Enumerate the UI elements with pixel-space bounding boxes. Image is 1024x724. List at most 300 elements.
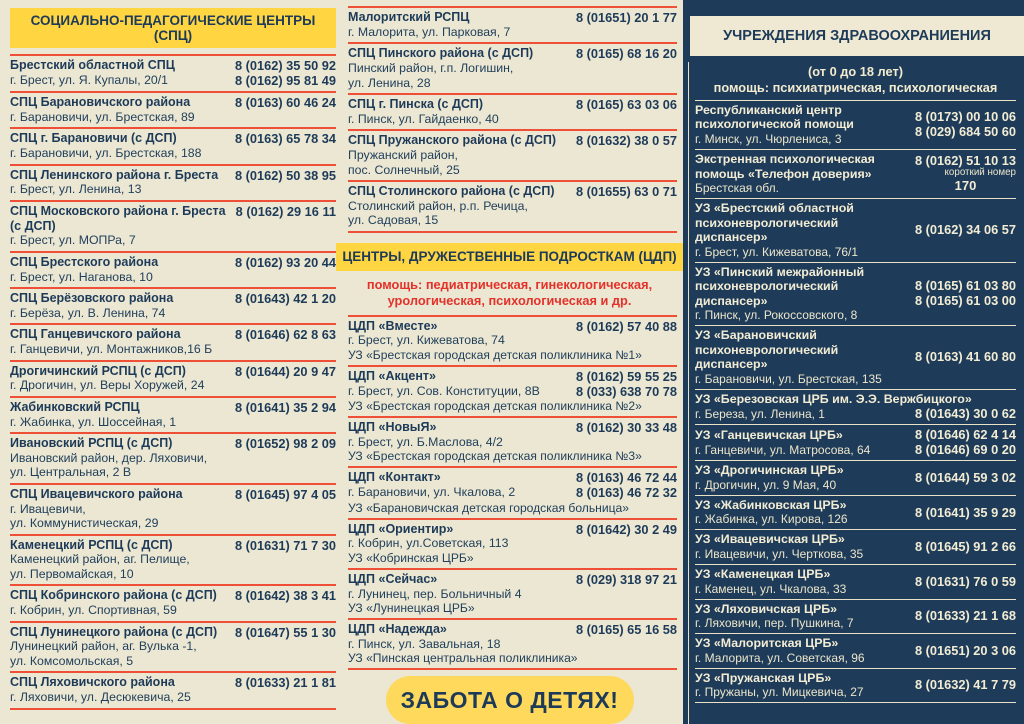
contact-address-line: г. Пинск, ул. Рокоссовского, 8 — [695, 308, 858, 323]
contact-entry-main — [348, 184, 576, 228]
contact-entry — [10, 91, 336, 127]
phone-number: 8 (0163) 65 78 34 — [234, 131, 336, 147]
healthcare-entry — [695, 529, 1016, 564]
contact-phones — [915, 222, 1016, 237]
healthcare-subtitle-line: (от 0 до 18 лет) — [808, 64, 903, 79]
contact-entry-row — [348, 420, 677, 449]
contact-entry — [348, 518, 677, 568]
contact-address-line: г. Пинск, ул. Завальная, 18 — [348, 636, 501, 651]
contact-entry-row — [348, 572, 677, 601]
contact-address-line: г. Дрогичин, ул. Веры Хоружей, 24 — [10, 378, 205, 393]
contact-address-line: Столинский район, р.п. Речица, — [348, 198, 528, 213]
contact-address-line: г. Брест, ул. Кижеватова, 74 — [348, 333, 505, 348]
spc-entry-list-continued — [348, 6, 677, 233]
phone-number: 8 (01641) 35 9 29 — [914, 504, 1016, 520]
contact-entry-main — [10, 675, 235, 704]
contact-address-line: г. Малорита, ул. Советская, 96 — [695, 650, 865, 665]
contact-entry — [348, 315, 677, 365]
contact-entry-row — [10, 168, 336, 197]
contact-address-line: ул. Коммунистическая, 29 — [10, 516, 159, 531]
contact-entry-main — [10, 255, 235, 284]
contact-address-line: г. Брест, ул. Я. Купалы, 20/1 — [10, 72, 169, 87]
contact-address-line: г. Жабинка, ул. Кирова, 126 — [695, 512, 848, 527]
contact-entry — [10, 127, 336, 163]
contact-entry — [10, 287, 336, 323]
contact-name: УЗ «Березовская ЦРБ им. Э.Э. Вержбицкого» — [695, 391, 972, 406]
contact-phones — [915, 574, 1016, 589]
contact-name: Республиканский центр психологической помощи — [695, 102, 854, 132]
contact-phones — [235, 168, 336, 183]
contact-entry-main — [348, 522, 576, 551]
contact-organization: УЗ «Кобринская ЦРБ» — [348, 550, 474, 565]
phone-number: 8 (01641) 35 2 94 — [234, 399, 336, 415]
short-number-label: короткий номер — [944, 167, 1016, 179]
contact-name: УЗ «Малоритская ЦРБ» — [695, 636, 839, 651]
contact-address-line: г. Брест, ул. МОПРа, 7 — [10, 233, 136, 248]
healthcare-subtitle — [695, 64, 1016, 96]
contact-address-line: ул. Первомайская, 10 — [10, 566, 134, 581]
contact-organization: УЗ «Барановичская детская городская больница» — [348, 500, 629, 515]
contact-entry — [348, 93, 677, 129]
contact-phones — [576, 572, 677, 587]
slogan-text: ЗАБОТА О ДЕТЯХ! — [400, 686, 619, 713]
contact-phones — [235, 588, 336, 603]
contact-address-line: Лунинецкий район, аг. Вулька -1, — [10, 639, 197, 654]
contact-phones — [576, 622, 677, 637]
contact-address-line: г. Ивацевичи, — [10, 501, 86, 516]
contact-phones — [915, 608, 1016, 623]
contact-entry-main — [10, 538, 235, 582]
contact-address-line: Ивановский район, дер. Ляховичи, — [10, 450, 208, 465]
contact-name: ЦДП «Акцент» — [348, 368, 436, 383]
healthcare-entry — [695, 198, 1016, 262]
contact-name: СПЦ Ленинского района г. Бреста — [10, 167, 219, 182]
contact-name: СПЦ Барановичского района — [10, 95, 191, 110]
contact-name: УЗ «Каменецкая ЦРБ» — [695, 567, 831, 581]
contact-entry-row — [348, 470, 677, 500]
contact-phones — [915, 505, 1016, 520]
healthcare-entry — [695, 262, 1016, 326]
contact-name: ЦДП «Контакт» — [348, 470, 441, 485]
phone-number: 8 (0162) 93 20 44 — [234, 254, 336, 270]
phone-number: 8 (0162) 57 40 88 — [575, 318, 677, 334]
contact-entry — [348, 416, 677, 466]
contact-phones — [915, 539, 1016, 554]
phone-number: 8 (01645) 91 2 66 — [914, 539, 1016, 555]
contact-name: Каменецкий РСПЦ (с ДСП) — [10, 537, 173, 552]
contact-entry-row — [348, 319, 677, 348]
contact-phones — [235, 364, 336, 379]
contact-entry-row — [695, 463, 1016, 492]
healthcare-entry — [695, 633, 1016, 668]
contact-organization: УЗ «Лунинецкая ЦРБ» — [348, 601, 475, 616]
contact-phones — [576, 46, 677, 61]
contact-address-line: г. Ляховичи, пер. Пушкина, 7 — [695, 616, 854, 631]
contact-phones — [915, 278, 1016, 308]
contact-entry-row — [348, 522, 677, 551]
contact-phones — [235, 95, 336, 110]
contact-entry-main — [695, 636, 915, 665]
phone-number: 8 (01646) 62 4 14 — [914, 427, 1016, 443]
phone-number: 8 (01643) 42 1 20 — [234, 291, 336, 307]
contact-name: УЗ «Пружанская ЦРБ» — [695, 670, 832, 685]
phone-number: 8 (01643) 30 0 62 — [914, 406, 1016, 422]
contact-entry-row — [10, 255, 336, 284]
contact-phones — [915, 427, 1016, 457]
contact-entry-main — [695, 602, 915, 631]
contact-name: СПЦ Лунинецкого района (с ДСП) — [10, 624, 218, 639]
contact-name: ЦДП «Сейчас» — [348, 571, 438, 586]
contact-entry — [10, 584, 336, 620]
contact-phones — [235, 436, 336, 451]
phone-number: 8 (01632) 41 7 79 — [914, 677, 1016, 693]
contact-entry — [10, 483, 336, 534]
phone-number: 8 (0173) 00 10 06 — [914, 109, 1016, 125]
phone-number: 8 (0165) 61 03 80 — [914, 278, 1016, 294]
contact-entry-row — [695, 427, 1016, 457]
contact-entry-main — [348, 369, 576, 398]
contact-entry — [10, 671, 336, 707]
phone-number: 8 (01631) 71 7 30 — [234, 537, 336, 553]
healthcare-header-title: УЧРЕЖДЕНИЯ ЗДРАВООХРАНИЕНИЯ — [723, 28, 991, 44]
contact-entry — [348, 568, 677, 618]
contact-entry-row — [695, 567, 1016, 596]
contact-entry — [348, 42, 677, 93]
contact-entry-row — [10, 291, 336, 320]
contact-phones — [235, 255, 336, 270]
contact-entry — [10, 200, 336, 251]
contact-phones — [915, 153, 1016, 194]
contact-phones — [915, 109, 1016, 139]
phone-number: 8 (029) 318 97 21 — [575, 571, 677, 587]
phone-number: 8 (01655) 63 0 71 — [575, 184, 677, 199]
contact-organization: УЗ «Брестская городская детская поликлиника №3» — [348, 449, 642, 464]
phone-number: 8 (01633) 21 1 81 — [234, 675, 336, 691]
phone-number: 8 (01647) 55 1 30 — [234, 624, 336, 640]
contact-phones — [576, 133, 677, 148]
contact-entry-main — [10, 588, 235, 617]
short-number: 170 — [954, 177, 977, 193]
contact-name: СПЦ г. Барановичи (с ДСП) — [10, 131, 177, 146]
phone-number: 8 (0163) 41 60 80 — [914, 349, 1016, 365]
contact-organization: УЗ «Пинская центральная поликлиника» — [348, 651, 578, 666]
contact-address-line: г. Брест, ул. Наганова, 10 — [10, 269, 153, 284]
contact-entry-row — [10, 58, 336, 88]
contact-address-line: г. Ляховичи, ул. Десюкевича, 25 — [10, 690, 191, 705]
contact-name: СПЦ Брестского района — [10, 254, 159, 269]
contact-name: Экстренная психологическая помощь «Телефон доверия» — [695, 152, 875, 181]
contact-address-line: Пинский район, г.п. Логишин, — [348, 61, 514, 75]
contact-phones — [235, 538, 336, 553]
healthcare-entry — [695, 389, 1016, 425]
phone-number: 8 (029) 684 50 60 — [914, 124, 1016, 140]
contact-entry-row — [10, 131, 336, 160]
contact-phones — [576, 522, 677, 537]
contact-phones — [235, 291, 336, 306]
contact-address-line: г. Ивацевичи, ул. Черткова, 35 — [695, 546, 864, 561]
contact-entry-main — [695, 201, 915, 259]
contact-name: УЗ «Барановичский психоневрологический диспансер» — [695, 328, 839, 372]
contact-address-line: г. Барановичи, ул. Чкалова, 2 — [348, 485, 516, 500]
contact-entry — [10, 323, 336, 359]
contact-entry-main — [10, 168, 235, 197]
contact-phones — [235, 131, 336, 146]
contact-address-line: г. Минск, ул. Чюрлениса, 3 — [695, 131, 842, 146]
contact-entry-main — [695, 328, 915, 386]
phone-number: 8 (01646) 62 8 63 — [234, 327, 336, 343]
phone-number: 8 (01644) 20 9 47 — [234, 363, 336, 379]
contact-phones — [576, 97, 677, 112]
healthcare-entry — [695, 460, 1016, 495]
contact-entry-main — [348, 470, 576, 499]
contact-entry — [10, 396, 336, 432]
contact-name: Ивановский РСПЦ (с ДСП) — [10, 436, 173, 451]
contact-entry-row — [10, 538, 336, 582]
contact-phones — [235, 487, 336, 502]
contact-phones — [235, 400, 336, 415]
contact-entry-main — [695, 152, 915, 195]
phone-number: 8 (0163) 46 72 44 — [575, 470, 677, 486]
contact-entry-main — [348, 46, 576, 90]
contact-entry-main — [695, 567, 915, 596]
contact-entry-main — [695, 428, 915, 457]
contact-address-line: пос. Солнечный, 25 — [348, 162, 460, 177]
phone-number: 8 (0162) 30 33 48 — [575, 420, 677, 436]
contact-phones — [576, 319, 677, 334]
contact-entry-main — [695, 671, 915, 700]
contact-entry-row — [695, 636, 1016, 665]
contact-address-line: г. Береза, ул. Ленина, 1 — [695, 406, 825, 421]
cdp-subtitle-line: урологическая, психологическая и др. — [387, 292, 632, 308]
contact-entry-row — [695, 201, 1016, 259]
phone-number: 8 (0162) 35 50 92 — [234, 58, 336, 73]
contact-entry — [10, 534, 336, 585]
healthcare-entry-list — [695, 100, 1016, 703]
contact-name: СПЦ Пинского района (с ДСП) — [348, 46, 534, 61]
phone-number: 8 (01651) 20 1 77 — [575, 10, 677, 25]
contact-entry-main — [348, 133, 576, 177]
contact-entry-row — [10, 364, 336, 393]
contact-entry-main — [348, 420, 576, 449]
contact-name: УЗ «Жабинковская ЦРБ» — [695, 497, 847, 512]
contact-entry-main — [695, 463, 915, 492]
phone-number: 8 (0162) 95 81 49 — [234, 73, 336, 89]
contact-entry-main — [695, 407, 915, 421]
contact-address-line: ул. Ленина, 28 — [348, 75, 431, 90]
contact-name: ЦДП «НовыЯ» — [348, 420, 437, 435]
contact-name: Малоритский РСПЦ — [348, 10, 470, 24]
contact-name: СПЦ Столинского района (с ДСП) — [348, 184, 555, 198]
contact-name: Брестский областной СПЦ — [10, 58, 175, 72]
contact-entry-main — [10, 58, 235, 87]
contact-entry-row — [348, 46, 677, 90]
slogan-pill — [386, 676, 634, 724]
contact-name: УЗ «Ляховичская ЦРБ» — [695, 601, 838, 616]
contact-entry-main — [10, 400, 235, 429]
phone-number: 8 (01652) 98 2 09 — [234, 436, 336, 452]
contact-entry-row — [695, 265, 1016, 323]
spc-entry-list — [10, 54, 336, 710]
contact-name: Жабинковский РСПЦ — [10, 399, 140, 414]
contact-phones — [235, 675, 336, 690]
contact-address-line: г. Малорита, ул. Парковая, 7 — [348, 24, 511, 39]
contact-entry-row — [10, 588, 336, 617]
contact-name: СПЦ Московского района г. Бреста (с ДСП) — [10, 203, 226, 233]
phone-number: 8 (01645) 97 4 05 — [234, 486, 336, 502]
contact-address-line: г. Каменец, ул. Чкалова, 33 — [695, 581, 847, 596]
healthcare-entry — [695, 564, 1016, 599]
contact-address-line: ул. Комсомольская, 5 — [10, 653, 134, 668]
contact-entry-row — [348, 184, 677, 228]
healthcare-entry — [695, 495, 1016, 530]
contact-name: Дрогичинский РСПЦ (с ДСП) — [10, 363, 186, 378]
healthcare-entry — [695, 599, 1016, 634]
contact-entry-row — [695, 532, 1016, 561]
contact-address-line: Пружанский район, — [348, 148, 458, 162]
phone-number: 8 (01633) 21 1 68 — [914, 608, 1016, 624]
contact-entry-row — [10, 400, 336, 429]
contact-phones — [576, 10, 677, 25]
cdp-entry-list — [348, 315, 677, 671]
contact-address-line: г. Лунинец, пер. Больничный 4 — [348, 586, 522, 601]
contact-name: УЗ «Пинский межрайонный психоневрологический диспансер» — [695, 264, 865, 308]
phone-number: 8 (0165) 63 03 06 — [575, 97, 677, 112]
contact-entry-main — [348, 622, 576, 651]
contact-address-line: г. Берёза, ул. В. Ленина, 74 — [10, 305, 166, 320]
contact-address-line: г. Брест, ул. Сов. Конституции, 8В — [348, 383, 540, 398]
phone-number: 8 (01644) 59 3 02 — [914, 470, 1016, 486]
contact-entry-row — [10, 204, 336, 248]
contact-entry-row — [348, 10, 677, 39]
contact-name: СПЦ Ивацевичского района — [10, 486, 183, 501]
contact-phones — [235, 327, 336, 342]
phone-number: 8 (0163) 46 72 32 — [575, 485, 677, 501]
cdp-header-title: ЦЕНТРЫ, ДРУЖЕСТВЕННЫЕ ПОДРОСТКАМ (ЦДП) — [342, 249, 677, 265]
cdp-subtitle-line: помощь: педиатрическая, гинекологическая, — [366, 276, 653, 292]
contact-name: ЦДП «Ориентир» — [348, 521, 454, 536]
contact-entry — [348, 6, 677, 42]
healthcare-panel — [683, 0, 1024, 724]
contact-name: СПЦ Пружанского района (с ДСП) — [348, 133, 557, 148]
contact-phones — [915, 470, 1016, 485]
contact-entry-main — [695, 265, 915, 323]
contact-entry-row — [10, 436, 336, 480]
phone-number: 8 (01642) 30 2 49 — [575, 521, 677, 537]
contact-entry-main — [10, 204, 236, 248]
healthcare-entry — [695, 100, 1016, 149]
contact-phones — [576, 369, 677, 399]
contact-organization: УЗ «Брестская городская детская поликлиника №1» — [348, 347, 642, 362]
contact-entry-row — [348, 133, 677, 177]
contact-entry-row — [10, 327, 336, 356]
contact-address-line: г. Ганцевичи, ул. Матросова, 64 — [695, 442, 871, 457]
phone-number: 8 (01642) 38 3 41 — [234, 588, 336, 604]
contact-entry-main — [348, 319, 576, 348]
contact-name: УЗ «Ивацевичская ЦРБ» — [695, 532, 845, 547]
contact-entry — [10, 164, 336, 200]
contact-name: СПЦ Ганцевичского района — [10, 327, 181, 342]
phone-number: 8 (0162) 50 38 95 — [234, 167, 336, 183]
contact-name: УЗ «Брестский областной психоневрологический диспансер» — [695, 201, 854, 245]
contact-entry-row — [695, 328, 1016, 386]
contact-entry-main — [10, 487, 235, 531]
contact-organization: УЗ «Брестская городская детская поликлиника №2» — [348, 399, 642, 414]
contact-address-line: г. Брест, ул. Кижеватова, 76/1 — [695, 244, 859, 259]
contact-phones — [915, 677, 1016, 692]
phone-number: 8 (0162) 51 10 13 — [914, 153, 1016, 169]
contact-address-line: г. Ганцевичи, ул. Монтажников,16 Б — [10, 342, 213, 357]
middle-column — [336, 0, 683, 724]
contact-phones — [236, 204, 336, 219]
contact-name: СПЦ Кобринского района (с ДСП) — [10, 588, 217, 603]
phone-number: 8 (033) 638 70 78 — [575, 384, 677, 399]
contact-entry-row — [695, 498, 1016, 527]
contact-address-line: г. Барановичи, ул. Брестская, 188 — [10, 146, 202, 161]
phone-number: 8 (0165) 68 16 20 — [575, 46, 677, 62]
contact-entry-main — [695, 532, 915, 561]
phone-number: 8 (0162) 59 55 25 — [575, 368, 677, 384]
contact-name: УЗ «Ганцевичская ЦРБ» — [695, 428, 843, 443]
contact-name: СПЦ г. Пинска (с ДСП) — [348, 97, 484, 111]
spc-header-title: СОЦИАЛЬНО-ПЕДАГОГИЧЕСКИЕ ЦЕНТРЫ (СПЦ) — [30, 13, 316, 43]
healthcare-entry — [695, 325, 1016, 389]
contact-entry — [348, 618, 677, 668]
contact-entry-row — [348, 622, 677, 651]
healthcare-body — [688, 62, 1016, 724]
phone-number: 8 (01646) 69 0 20 — [914, 442, 1016, 458]
contact-name: ЦДП «Вместе» — [348, 318, 438, 333]
contact-name: СПЦ Ляховичского района — [10, 675, 175, 690]
contact-entry-main — [10, 291, 235, 320]
contact-entry-row — [695, 602, 1016, 631]
contact-entry-row — [695, 406, 1016, 421]
phone-number: 8 (01632) 38 0 57 — [575, 133, 677, 149]
contact-phones — [576, 420, 677, 435]
contact-address-line: г. Кобрин, ул. Спортивная, 59 — [10, 603, 177, 618]
healthcare-header-banner — [690, 16, 1024, 56]
contact-entry-main — [695, 103, 915, 146]
cdp-header-banner — [336, 243, 683, 271]
contact-address-line: ул. Центральная, 2 В — [10, 465, 132, 480]
phone-number: 8 (01631) 76 0 59 — [914, 573, 1016, 589]
contact-phones — [915, 349, 1016, 364]
contact-entry-main — [10, 95, 235, 124]
contact-entry-row — [695, 152, 1016, 195]
contact-address-line: г. Пинск, ул. Гайдаенко, 40 — [348, 111, 499, 126]
contact-entry-row — [348, 97, 677, 126]
contact-entry — [348, 180, 677, 231]
contact-address-line: г. Брест, ул. Б.Маслова, 4/2 — [348, 434, 503, 449]
contact-entry-row — [10, 675, 336, 704]
contact-phones — [576, 470, 677, 500]
contact-phones — [576, 184, 677, 199]
contact-phones — [915, 643, 1016, 658]
contact-phones — [235, 58, 336, 88]
contact-entry — [10, 251, 336, 287]
healthcare-subtitle-line: помощь: психиатрическая, психологическая — [713, 79, 998, 95]
healthcare-entry — [695, 149, 1016, 198]
contact-entry-row — [695, 103, 1016, 146]
phone-number: 8 (0163) 60 46 24 — [234, 95, 336, 111]
contact-entry-row — [348, 369, 677, 399]
contact-entry-main — [10, 436, 235, 480]
contact-address-line: г. Жабинка, ул. Шоссейная, 1 — [10, 414, 177, 429]
contact-name: ЦДП «Надежда» — [348, 622, 447, 637]
contact-name: УЗ «Дрогичинская ЦРБ» — [695, 463, 844, 478]
contact-name: СПЦ Берёзовского района — [10, 291, 174, 306]
contact-entry — [10, 432, 336, 483]
spc-column — [0, 0, 336, 724]
